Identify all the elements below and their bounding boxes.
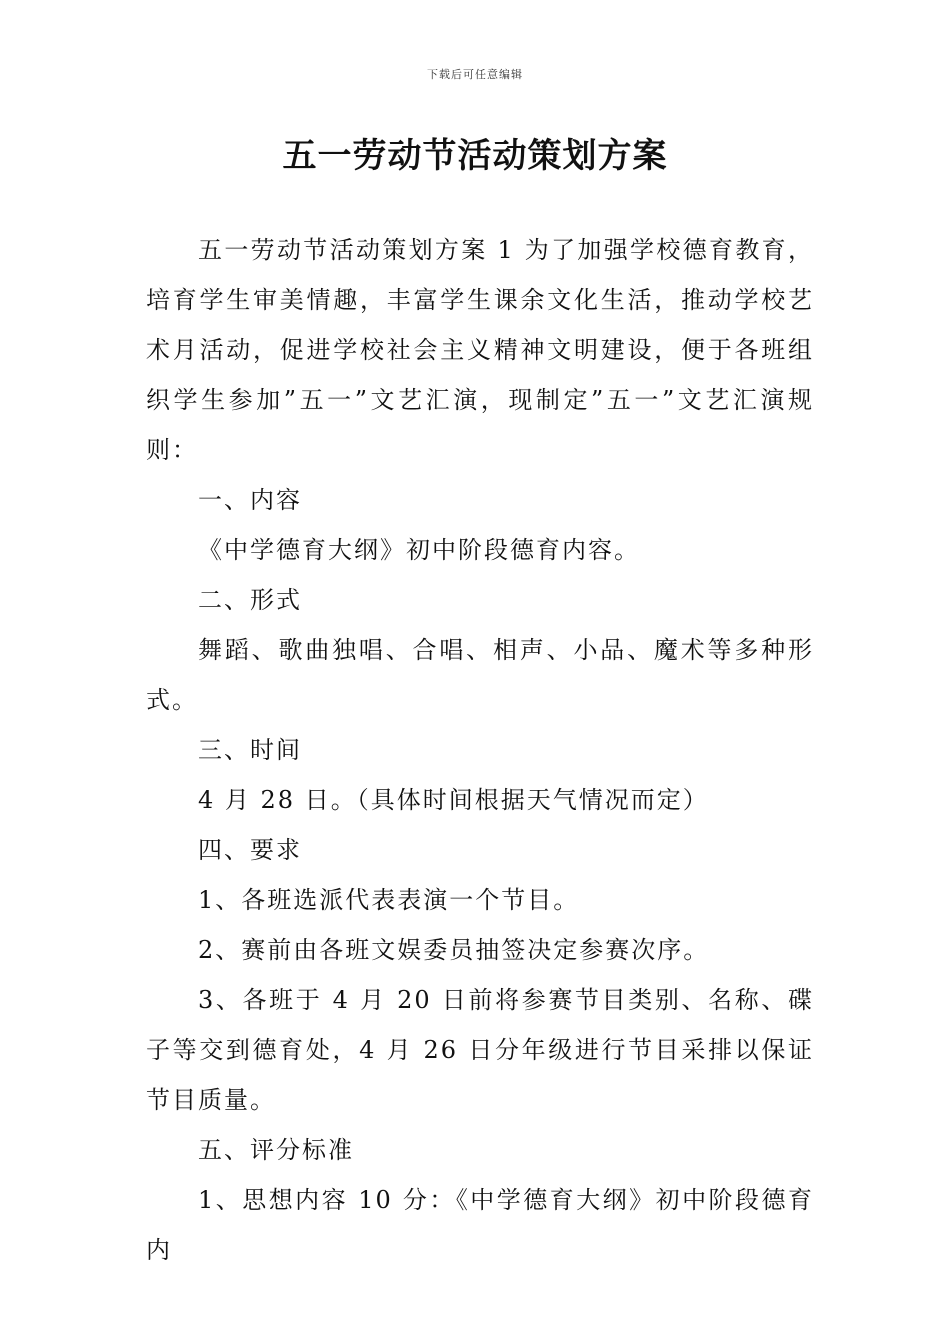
intro-paragraph: 五一劳动节活动策划方案 1 为了加强学校德育教育，培育学生审美情趣，丰富学生课余文化生活，推动学校艺术月活动，促进学校社会主义精神文明建设，便于各班组织学生参加”五一”文艺汇演，现制定”五一”文艺汇演规则：: [146, 236, 814, 464]
form-paragraph: 舞蹈、歌曲独唱、合唱、相声、小品、魔术等多种形式。: [146, 636, 814, 714]
section-heading-form: 二、形式: [198, 586, 302, 614]
section-heading-content: 一、内容: [198, 486, 302, 514]
requirement-item: 3、各班于 4 月 20 日前将参赛节目类别、名称、碟子等交到德育处，4 月 26 日分年级进行节目采排以保证节目质量。: [146, 986, 814, 1114]
time-paragraph: 4 月 28 日。（具体时间根据天气情况而定）: [198, 786, 709, 814]
section-heading-requirements: 四、要求: [198, 836, 302, 864]
requirement-item: 1、各班选派代表表演一个节目。: [198, 886, 580, 914]
requirement-item: 2、赛前由各班文娱委员抽签决定参赛次序。: [198, 936, 710, 964]
content-paragraph: 《中学德育大纲》初中阶段德育内容。: [198, 536, 640, 564]
section-heading-scoring: 五、评分标准: [198, 1136, 354, 1164]
page-header-note: 下载后可任意编辑: [427, 68, 523, 81]
scoring-item: 1、思想内容 10 分：《中学德育大纲》初中阶段德育内: [146, 1186, 814, 1264]
document-title: 五一劳动节活动策划方案: [282, 136, 668, 176]
document-body: [146, 225, 814, 1275]
section-heading-time: 三、时间: [198, 736, 302, 764]
